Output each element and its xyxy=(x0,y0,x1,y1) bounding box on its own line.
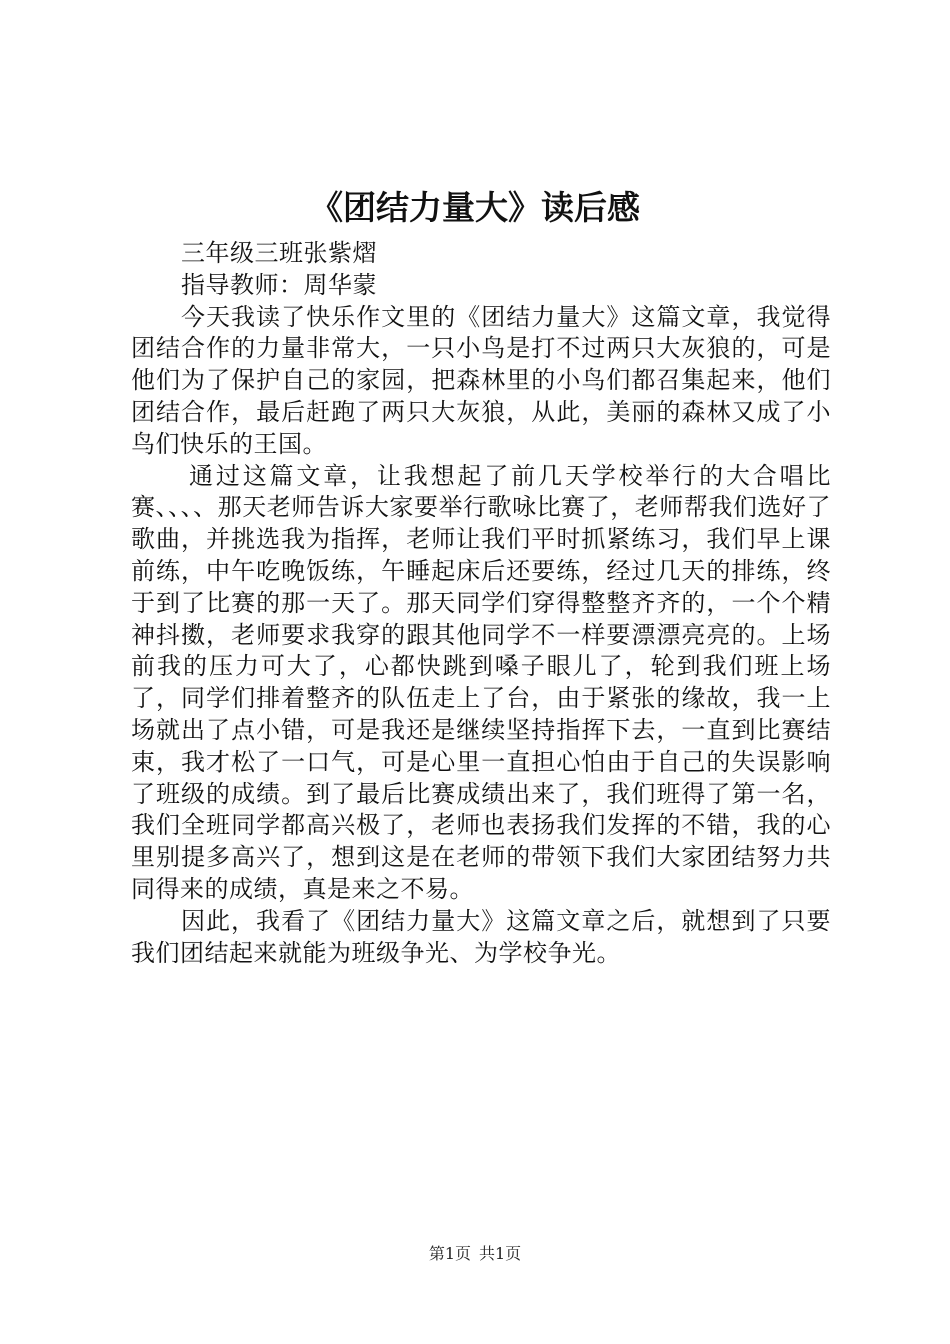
page-title: 《团结力量大》读后感 xyxy=(310,188,640,227)
article-body xyxy=(131,238,831,969)
paragraph: 因此，我看了《团结力量大》这篇文章之后，就想到了只要我们团结起来就能为班级争光、为学校争光。 xyxy=(131,906,831,967)
page-total: 共1页 xyxy=(479,1244,522,1263)
paragraph: 今天我读了快乐作文里的《团结力量大》这篇文章，我觉得团结合作的力量非常大，一只小鸟是打不过两只大灰狼的，可是他们为了保护自己的家园，把森林里的小鸟们都召集起来，他们团结合作，最后赶跑了两只大灰狼，从此，美丽的森林又成了小鸟们快乐的王国。 xyxy=(131,302,831,458)
teacher-line: 指导教师：周华蒙 xyxy=(181,270,377,299)
paragraph: 通过这篇文章，让我想起了前几天学校举行的大合唱比赛、、、、那天老师告诉大家要举行歌咏比赛了，老师帮我们选好了歌曲，并挑选我为指挥，老师让我们平时抓紧练习，我们早上课前练，中午吃晚饭练，午睡起床后还要练，经过几天的排练，终于到了比赛的那一天了。那天同学们穿得整整齐齐的，一个个精神抖擞，老师要求我穿的跟其他同学不一样要漂漂亮亮的。上场前我的压力可大了，心都快跳到嗓子眼儿了，轮到我们班上场了，同学们排着整齐的队伍走上了台，由于紧张的缘故，我一上场就出了点小错，可是我还是继续坚持指挥下去，一直到比赛结束，我才松了一口气，可是心里一直担心怕由于自己的失误影响了班级的成绩。到了最后比赛成绩出来了，我们班得了第一名，我们全班同学都高兴极了，老师也表扬我们发挥的不错，我的心里别提多高兴了，想到这是在老师的带领下我们大家团结努力共同得来的成绩，真是来之不易。 xyxy=(131,461,831,903)
page-number: 第1页 xyxy=(428,1244,471,1263)
author-line: 三年级三班张紫熠 xyxy=(181,239,377,267)
page-footer xyxy=(0,1243,950,1265)
